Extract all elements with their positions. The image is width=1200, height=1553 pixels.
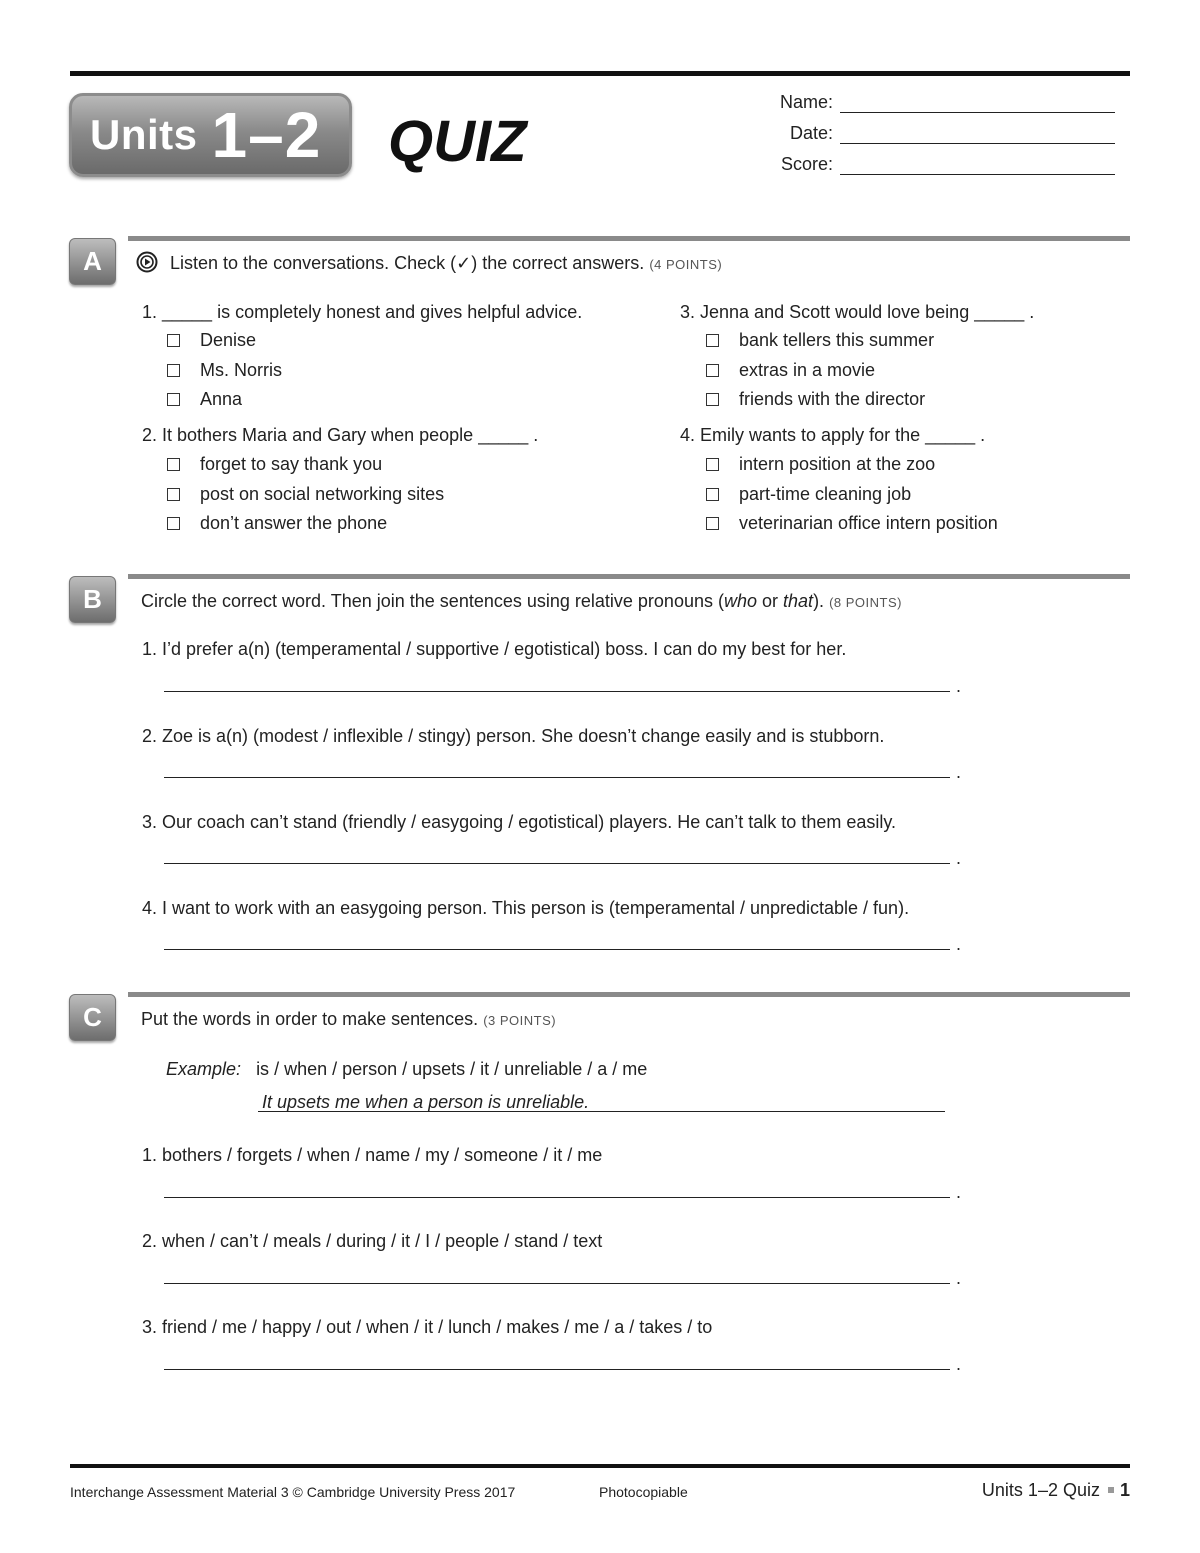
example (166, 1059, 647, 1080)
separator-square (1108, 1487, 1114, 1493)
section-b-rule (128, 574, 1130, 579)
example-label: Example: (166, 1059, 242, 1079)
score-field[interactable] (740, 154, 1115, 182)
date-field[interactable] (740, 123, 1115, 151)
date-line (840, 143, 1115, 144)
checkbox[interactable] (706, 458, 719, 471)
option-a4-2[interactable]: part-time cleaning job (706, 484, 911, 505)
option-a3-2[interactable]: extras in a movie (706, 360, 875, 381)
section-b-points: (8 POINTS) (829, 595, 902, 610)
checkbox[interactable] (167, 334, 180, 347)
section-c-instruction: Put the words in order to make sentences. (3 POINTS) (141, 1009, 557, 1029)
checkbox[interactable] (706, 334, 719, 347)
example-answer-line (258, 1093, 945, 1112)
answer-line-b1[interactable] (164, 691, 950, 692)
example-answer: It upsets me when a person is unreliable. (262, 1092, 590, 1112)
section-a-badge: A (69, 238, 116, 285)
item-b4: 4. I want to work with an easygoing person. This person is (temperamental / unpredictable / fun). (142, 898, 910, 918)
item-b2: 2. Zoe is a(n) (modest / inflexible / stingy) person. She doesn’t change easily and is stubborn. (142, 726, 885, 746)
item-c2: 2. when / can’t / meals / during / it / I / people / stand / text (142, 1231, 603, 1251)
checkbox[interactable] (167, 364, 180, 377)
option-a2-3[interactable]: don’t answer the phone (167, 513, 387, 534)
footer-photocopiable: Photocopiable (599, 1484, 688, 1500)
option-a1-3[interactable]: Anna (167, 389, 242, 410)
footer-copyright: Interchange Assessment Material 3 © Cambridge University Press 2017 (70, 1484, 516, 1500)
answer-line-b3[interactable] (164, 863, 950, 864)
option-a3-3[interactable]: friends with the director (706, 389, 925, 410)
answer-line-c2[interactable] (164, 1283, 950, 1284)
checkbox[interactable] (167, 517, 180, 530)
date-label: Date: (789, 123, 833, 143)
audio-icon (136, 251, 158, 278)
question-a1: 1. _____ is completely honest and gives helpful advice. (142, 302, 583, 322)
footer-page-label (982, 1480, 1130, 1501)
checkbox[interactable] (167, 488, 180, 501)
option-a1-2[interactable]: Ms. Norris (167, 360, 282, 381)
footer-rule (70, 1464, 1130, 1468)
checkbox[interactable] (706, 364, 719, 377)
name-line (840, 112, 1115, 113)
units-word: Units (90, 111, 198, 158)
checkbox[interactable] (167, 458, 180, 471)
question-a3: 3. Jenna and Scott would love being _____ . (680, 302, 1035, 322)
score-line (840, 174, 1115, 175)
name-label: Name: (779, 92, 833, 112)
checkbox[interactable] (706, 393, 719, 406)
score-label: Score: (780, 154, 833, 174)
name-field[interactable] (740, 92, 1115, 120)
period: . (956, 848, 962, 868)
period: . (956, 1268, 962, 1288)
checkbox[interactable] (706, 517, 719, 530)
answer-line-c1[interactable] (164, 1197, 950, 1198)
option-a2-2[interactable]: post on social networking sites (167, 484, 444, 505)
checkbox[interactable] (706, 488, 719, 501)
item-b1: 1. I’d prefer a(n) (temperamental / supportive / egotistical) boss. I can do my best for her. (142, 639, 847, 659)
item-c1: 1. bothers / forgets / when / name / my / someone / it / me (142, 1145, 603, 1165)
option-a4-1[interactable]: intern position at the zoo (706, 454, 935, 475)
section-a-points: (4 POINTS) (649, 257, 723, 272)
section-a-rule (128, 236, 1130, 241)
period: . (956, 762, 962, 782)
section-c-badge: C (69, 994, 116, 1041)
footer-quiz-label: Units 1–2 Quiz (981, 1480, 1100, 1500)
item-b3: 3. Our coach can’t stand (friendly / easygoing / egotistical) players. He can’t talk to them easily. (142, 812, 897, 832)
example-words: is / when / person / upsets / it / unreliable / a / me (256, 1059, 648, 1079)
period: . (956, 676, 962, 696)
section-b-badge: B (69, 576, 116, 623)
section-c-rule (128, 992, 1130, 997)
period: . (956, 1354, 962, 1374)
checkbox[interactable] (167, 393, 180, 406)
question-a2: 2. It bothers Maria and Gary when people _____ . (142, 425, 539, 445)
option-a1-1[interactable]: Denise (167, 330, 256, 351)
answer-line-b2[interactable] (164, 777, 950, 778)
section-c-points: (3 POINTS) (483, 1013, 557, 1028)
option-a3-1[interactable]: bank tellers this summer (706, 330, 934, 351)
units-badge (69, 93, 352, 177)
answer-line-c3[interactable] (164, 1369, 950, 1370)
period: . (956, 1182, 962, 1202)
page-number: 1 (1119, 1480, 1130, 1500)
answer-line-b4[interactable] (164, 949, 950, 950)
question-a4: 4. Emily wants to apply for the _____ . (680, 425, 986, 445)
section-b-instruction: Circle the correct word. Then join the sentences using relative pronouns (who or that). (8 POINTS) (141, 591, 902, 611)
option-a4-3[interactable]: veterinarian office intern position (706, 513, 998, 534)
units-number: 1–2 (211, 99, 322, 171)
page-title: QUIZ (388, 109, 527, 174)
period: . (956, 934, 962, 954)
top-rule (70, 71, 1130, 76)
item-c3: 3. friend / me / happy / out / when / it / lunch / makes / me / a / takes / to (142, 1317, 713, 1337)
section-a-instruction: Listen to the conversations. Check (✓) the correct answers. (4 POINTS) (170, 253, 723, 273)
option-a2-1[interactable]: forget to say thank you (167, 454, 382, 475)
